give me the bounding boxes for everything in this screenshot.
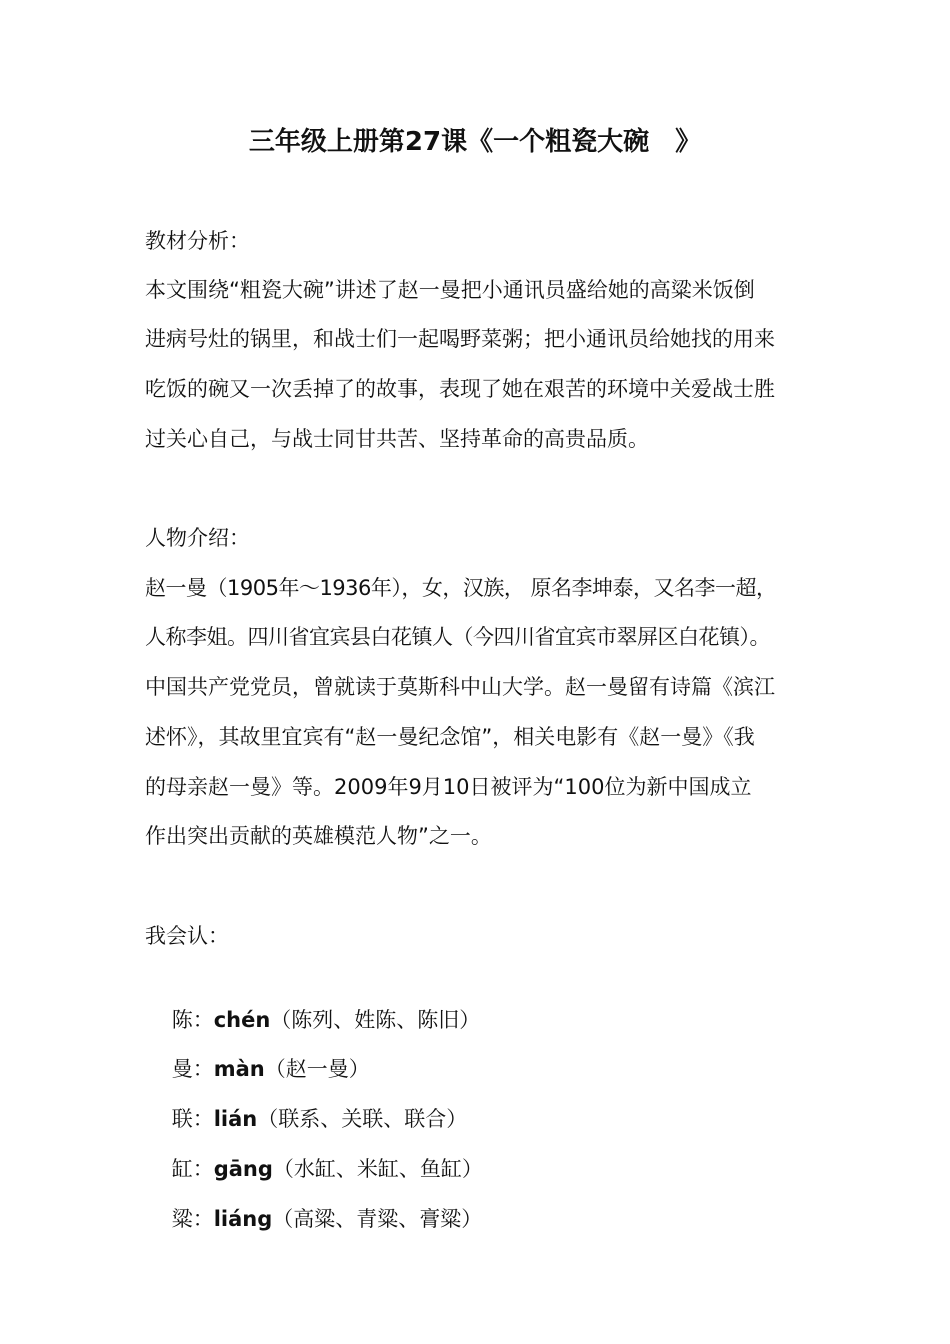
word-char: 曼： [171, 1057, 214, 1081]
intro-line: 人称李姐。四川省宜宾县白花镇人（今四川省宜宾市翠屏区白花镇）。 [145, 625, 770, 649]
word-examples: （高粱、青粱、膏粱） [272, 1207, 483, 1231]
word-examples: （联系、关联、联合） [257, 1107, 468, 1131]
word-pinyin: gāng [213, 1157, 273, 1181]
word-examples: （赵一曼） [264, 1057, 370, 1081]
word-char: 联： [171, 1107, 214, 1131]
word-pinyin: chén [213, 1008, 271, 1032]
intro-line: 赵一曼（1905年～1936年），女，汉族， 原名李坤泰，又名李一超， [145, 576, 777, 600]
analysis-line: 吃饭的碗又一次丢掉了的故事，表现了她在艰苦的环境中关爱战士胜 [145, 377, 775, 401]
word-examples: （陈列、姓陈、陈旧） [270, 1008, 481, 1032]
intro-line: 的母亲赵一曼》等。2009年9月10日被评为“100位为新中国成立 [145, 775, 752, 799]
intro-line: 述怀》，其故里宜宾有“赵一曼纪念馆”，相关电影有《赵一曼》《我 [145, 725, 755, 749]
word-examples: （水缸、米缸、鱼缸） [272, 1157, 483, 1181]
analysis-heading: 教材分析： [145, 229, 250, 253]
words-heading: 我会认： [145, 924, 229, 948]
word-char: 缸： [171, 1157, 214, 1181]
word-char: 粱： [171, 1207, 214, 1231]
analysis-line: 进病号灶的锅里，和战士们一起喝野菜粥；把小通讯员给她找的用来 [145, 327, 775, 351]
word-pinyin: màn [213, 1057, 265, 1081]
analysis-line: 本文围绕“粗瓷大碗”讲述了赵一曼把小通讯员盛给她的高粱米饭倒 [145, 278, 755, 302]
intro-line: 作出突出贡献的英雄模范人物”之一。 [145, 824, 492, 848]
intro-line: 中国共产党党员，曾就读于莫斯科中山大学。赵一曼留有诗篇《滨江 [145, 675, 775, 699]
intro-heading: 人物介绍： [145, 526, 250, 550]
word-pinyin: lián [213, 1107, 258, 1131]
page-title: 三年级上册第27课《一个粗瓷大碗 》 [248, 127, 702, 157]
word-pinyin: liáng [213, 1207, 273, 1231]
word-item [145, 1168, 482, 1270]
word-char: 陈： [171, 1008, 214, 1032]
analysis-line: 过关心自己，与战士同甘共苦、坚持革命的高贵品质。 [145, 427, 649, 451]
